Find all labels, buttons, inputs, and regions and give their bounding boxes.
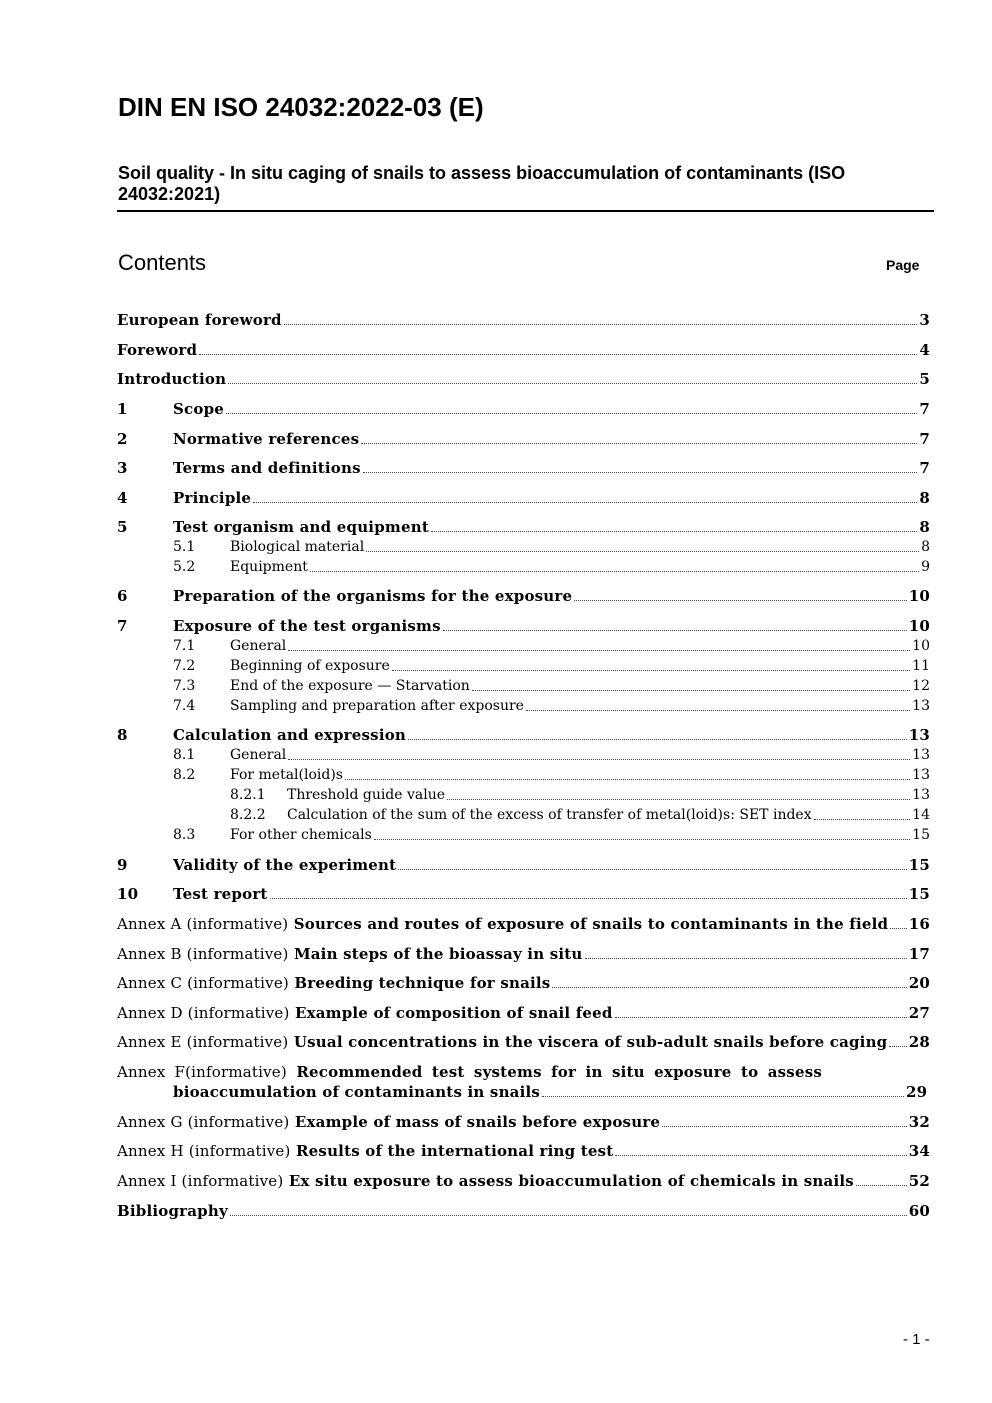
toc-entry-number: 8: [117, 726, 128, 744]
toc-entry-1[interactable]: [117, 399, 930, 419]
dot-leader: [447, 799, 910, 800]
annex-designation: Annex A (informative): [117, 915, 289, 933]
toc-entry-page: 52: [908, 1172, 930, 1190]
toc-entry-7-4[interactable]: [117, 696, 930, 716]
toc-entry-page: 13: [912, 698, 930, 714]
page-column-heading: Page: [886, 257, 920, 273]
dot-leader: [408, 739, 907, 740]
toc-entry-page: 20: [908, 974, 930, 992]
toc-entry-label: General: [230, 638, 287, 654]
dot-leader: [228, 383, 917, 384]
toc-entry-label: Equipment: [230, 559, 308, 575]
toc-entry-7-1[interactable]: [117, 636, 930, 656]
toc-entry-page: 4: [919, 341, 930, 359]
dot-leader: [199, 354, 917, 355]
toc-entry-number: 5: [117, 518, 128, 536]
toc-entry-annex-c[interactable]: [117, 973, 930, 993]
toc-entry-page: 32: [908, 1113, 930, 1131]
contents-heading: Contents: [118, 250, 207, 275]
toc-entry-number: 3: [117, 459, 128, 477]
toc-entry-label: Principle: [173, 489, 252, 507]
annex-designation: Annex F(informative): [117, 1063, 287, 1081]
toc-entry-number: 6: [117, 587, 128, 605]
toc-entry-number: 10: [117, 885, 139, 903]
toc-entry-label: Foreword: [117, 341, 198, 359]
dot-leader: [615, 1155, 906, 1156]
toc-entry-page: 5: [919, 370, 930, 388]
dot-leader: [398, 869, 906, 870]
toc-entry-8-1[interactable]: [117, 745, 930, 765]
dot-leader: [363, 472, 918, 473]
toc-entry-label: Calculation and expression: [173, 726, 407, 744]
dot-leader: [310, 571, 919, 572]
toc-entry-annex-a[interactable]: [117, 914, 930, 934]
toc-entry-page: 10: [908, 587, 930, 605]
annex-title: Example of mass of snails before exposure: [294, 1113, 661, 1131]
toc-entry-10[interactable]: [117, 884, 930, 904]
toc-entry-9[interactable]: [117, 855, 930, 875]
dot-leader: [270, 898, 907, 899]
annex-designation: Annex H (informative): [117, 1142, 291, 1160]
toc-entry-2[interactable]: [117, 429, 930, 449]
toc-entry-label: [117, 944, 583, 964]
toc-entry-number: 7.3: [173, 678, 196, 694]
toc-entry-5-2[interactable]: [117, 557, 930, 577]
toc-entry-5[interactable]: [117, 517, 930, 537]
dot-leader: [615, 1017, 907, 1018]
toc-entry-page: 14: [912, 807, 930, 823]
dot-leader: [288, 650, 910, 651]
toc-entry-8-3[interactable]: [117, 825, 930, 845]
annex-designation: Annex C (informative): [117, 974, 289, 992]
toc-entry-label: Test organism and equipment: [173, 518, 429, 536]
toc-entry-label: Introduction: [117, 370, 227, 388]
toc-entry-page: 13: [908, 726, 930, 744]
annex-title: Sources and routes of exposure of snails to contaminants in the field: [293, 915, 889, 933]
dot-leader: [890, 928, 907, 929]
annex-designation: Annex D (informative): [117, 1004, 290, 1022]
toc-entry-label: [117, 1112, 660, 1132]
toc-entry-page: 10: [908, 617, 930, 635]
annex-designation: Annex I (informative): [117, 1172, 284, 1190]
annex-title: Breeding technique for snails: [294, 974, 551, 992]
toc-entry-number: 8.2: [173, 767, 196, 783]
toc-entry-page: 8: [919, 489, 930, 507]
toc-entry-7[interactable]: [117, 616, 930, 636]
toc-entry-page: 15: [908, 885, 930, 903]
toc-entry-page: 15: [908, 856, 930, 874]
toc-entry-8[interactable]: [117, 725, 930, 745]
toc-entry-annex-f[interactable]: [117, 1062, 930, 1102]
toc-entry-introduction[interactable]: [117, 369, 930, 389]
dot-leader: [443, 630, 907, 631]
toc-entry-label: Sampling and preparation after exposure: [230, 698, 524, 714]
toc-entry-number: 8.2.1: [230, 787, 266, 803]
dot-leader: [526, 710, 910, 711]
toc-entry-number: 5.2: [173, 559, 196, 575]
toc-entry-number: 8.1: [173, 747, 196, 763]
toc-entry-page: 15: [912, 827, 930, 843]
toc-entry-foreword[interactable]: [117, 340, 930, 360]
toc-entry-label: Beginning of exposure: [230, 658, 390, 674]
annex-designation: Annex G (informative): [117, 1113, 290, 1131]
dot-leader: [230, 1215, 907, 1216]
toc-entry-label: Terms and definitions: [173, 459, 361, 477]
toc-entry-label: General: [230, 747, 287, 763]
toc-entry-label: European foreword: [117, 311, 282, 329]
toc-entry-bibliography[interactable]: [117, 1201, 930, 1221]
toc-entry-page: 34: [908, 1142, 930, 1160]
toc-entry-7-2[interactable]: [117, 656, 930, 676]
toc-entry-label: [117, 1171, 854, 1191]
toc-entry-annex-e[interactable]: [117, 1032, 930, 1052]
dot-leader: [288, 759, 910, 760]
dot-leader: [814, 819, 911, 820]
annex-title-continued: bioaccumulation of contaminants in snails: [173, 1083, 541, 1101]
toc-entry-page: 8: [919, 518, 930, 536]
title-divider: [117, 210, 934, 212]
page-number: - 1 -: [903, 1331, 930, 1348]
annex-title: Results of the international ring test: [296, 1142, 614, 1160]
toc-entry-label: [117, 1003, 613, 1023]
dot-leader: [345, 779, 910, 780]
dot-leader: [361, 443, 917, 444]
toc-entry-7-3[interactable]: [117, 676, 930, 696]
toc-entry-page: 10: [912, 638, 930, 654]
toc-entry-label: Threshold guide value: [287, 787, 446, 803]
toc-entry-label: Preparation of the organisms for the exposure: [173, 587, 573, 605]
toc-entry-number: 4: [117, 489, 128, 507]
toc-entry-annex-d[interactable]: [117, 1003, 930, 1023]
toc-entry-page: 13: [912, 787, 930, 803]
toc-entry-page: 29: [906, 1083, 928, 1101]
dot-leader: [472, 690, 910, 691]
toc-entry-page: 28: [908, 1033, 930, 1051]
toc-entry-8-2[interactable]: [117, 765, 930, 785]
toc-entry-label: Validity of the experiment: [173, 856, 397, 874]
toc-entry-page: 3: [919, 311, 930, 329]
toc-entry-8-2-2[interactable]: [117, 805, 930, 825]
toc-entry-european-foreword[interactable]: [117, 310, 930, 330]
toc-entry-label: [117, 1062, 906, 1102]
toc-entry-page: 12: [912, 678, 930, 694]
toc-entry-annex-h[interactable]: [117, 1141, 930, 1161]
toc-entry-number: 8.2.2: [230, 807, 266, 823]
toc-entry-number: 7: [117, 617, 128, 635]
toc-entry-5-1[interactable]: [117, 537, 930, 557]
table-of-contents: [117, 310, 930, 1221]
toc-entry-page: 7: [919, 430, 930, 448]
annex-title: Example of composition of snail feed: [294, 1004, 613, 1022]
dot-leader: [253, 502, 917, 503]
toc-entry-page: 16: [908, 915, 930, 933]
toc-entry-page: 60: [908, 1202, 930, 1220]
document-id: DIN EN ISO 24032:2022-03 (E): [118, 92, 484, 122]
toc-entry-annex-g[interactable]: [117, 1112, 930, 1132]
toc-entry-label: Scope: [173, 400, 225, 418]
dot-leader: [542, 1096, 904, 1097]
toc-entry-label: [117, 973, 550, 993]
toc-entry-8-2-1[interactable]: [117, 785, 930, 805]
toc-entry-4[interactable]: [117, 488, 930, 508]
toc-entry-number: 1: [117, 400, 128, 418]
dot-leader: [585, 958, 907, 959]
toc-entry-page: 7: [919, 400, 930, 418]
dot-leader: [574, 600, 906, 601]
dot-leader: [552, 987, 906, 988]
toc-entry-number: 7.4: [173, 698, 196, 714]
toc-entry-page: 13: [912, 747, 930, 763]
annex-title: Usual concentrations in the viscera of sub-adult snails before caging: [293, 1033, 888, 1051]
toc-entry-page: 8: [921, 539, 930, 555]
toc-entry-number: 7.2: [173, 658, 196, 674]
dot-leader: [284, 324, 918, 325]
toc-entry-number: 2: [117, 430, 128, 448]
dot-leader: [662, 1126, 907, 1127]
toc-entry-label: Test report: [173, 885, 268, 903]
toc-entry-label: [117, 914, 888, 934]
annex-title: Main steps of the bioassay in situ: [293, 945, 583, 963]
toc-entry-3[interactable]: [117, 458, 930, 478]
toc-entry-label: [117, 1032, 887, 1052]
toc-entry-label: For other chemicals: [230, 827, 372, 843]
annex-designation: Annex E (informative): [117, 1033, 289, 1051]
annex-title: Ex situ exposure to assess bioaccumulation of chemicals in snails: [288, 1172, 854, 1190]
toc-entry-6[interactable]: [117, 586, 930, 606]
toc-entry-label: [117, 1141, 613, 1161]
toc-entry-page: 17: [908, 945, 930, 963]
dot-leader: [392, 670, 910, 671]
toc-entry-annex-i[interactable]: [117, 1171, 930, 1191]
annex-designation: Annex B (informative): [117, 945, 289, 963]
dot-leader: [889, 1046, 906, 1047]
dot-leader: [366, 551, 919, 552]
toc-entry-label: End of the exposure — Starvation: [230, 678, 470, 694]
toc-entry-label: Biological material: [230, 539, 365, 555]
toc-entry-label: Exposure of the test organisms: [173, 617, 441, 635]
dot-leader: [226, 413, 917, 414]
dot-leader: [856, 1185, 907, 1186]
toc-entry-page: 11: [912, 658, 930, 674]
toc-entry-number: 7.1: [173, 638, 196, 654]
dot-leader: [431, 531, 917, 532]
document-title: Soil quality - In situ caging of snails to assess bioaccumulation of contaminants (ISO 24032:2021): [118, 163, 846, 204]
toc-entry-label: Calculation of the sum of the excess of transfer of metal(loid)s: SET index: [287, 807, 812, 823]
toc-entry-label: For metal(loid)s: [230, 767, 343, 783]
toc-entry-label: Bibliography: [117, 1202, 228, 1220]
dot-leader: [374, 839, 910, 840]
toc-entry-page: 13: [912, 767, 930, 783]
toc-entry-annex-b[interactable]: [117, 944, 930, 964]
annex-title: Recommended test systems for in situ exposure to assess: [296, 1063, 822, 1081]
toc-entry-page: 27: [908, 1004, 930, 1022]
toc-entry-page: 9: [921, 559, 930, 575]
toc-entry-number: 5.1: [173, 539, 196, 555]
toc-entry-number: 9: [117, 856, 128, 874]
toc-entry-page: 7: [919, 459, 930, 477]
toc-entry-number: 8.3: [173, 827, 196, 843]
toc-entry-label: Normative references: [173, 430, 360, 448]
